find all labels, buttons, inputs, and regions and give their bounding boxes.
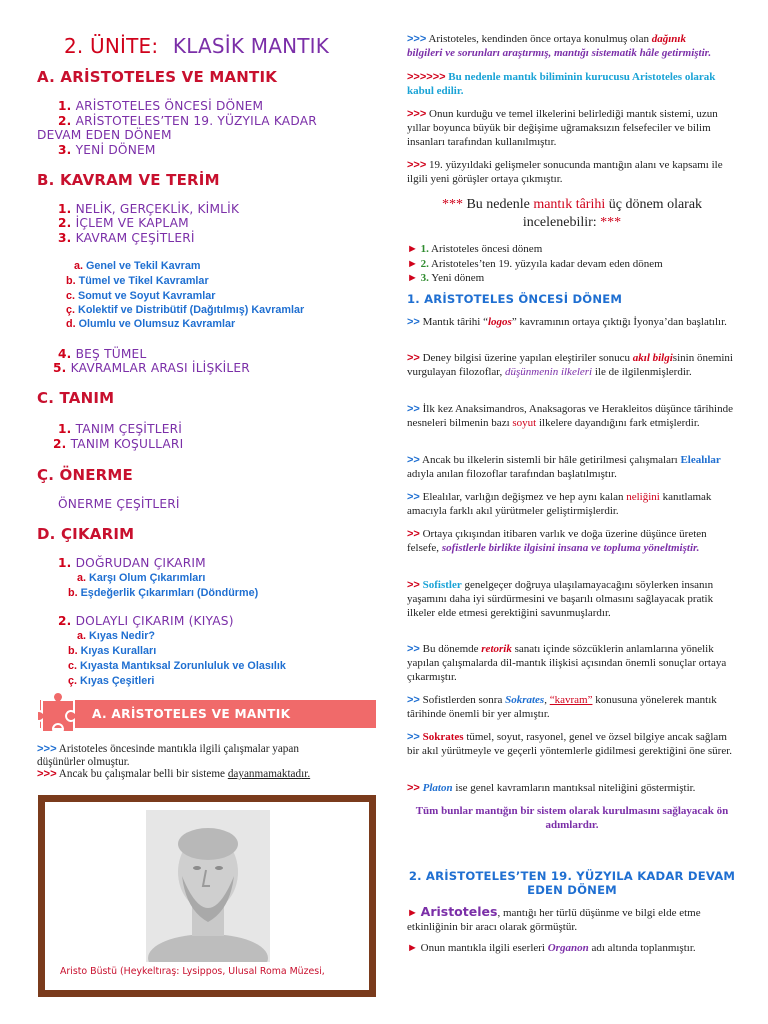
paragraph: >>> Onun kurduğu ve temel ilkelerini belirlediği mantık sistemi, uzun yıllar boyunca büyük bir değişime uğramaksızın felsefeciler ve bilim insanları tarafından kullanılmıştır. <box>407 108 718 148</box>
toc-subitem[interactable]: ç. Kıyas Çeşitleri <box>68 675 155 687</box>
toc-subitem[interactable]: a. Karşı Olum Çıkarımları <box>77 572 206 584</box>
toc-subitem[interactable]: d. Olumlu ve Olumsuz Kavramlar <box>66 318 236 330</box>
toc-subitem[interactable]: c. Somut ve Soyut Kavramlar <box>66 290 216 302</box>
aristotle-bust-image <box>146 810 270 962</box>
toc-subitem[interactable]: b. Tümel ve Tikel Kavramlar <box>66 275 209 287</box>
toc-subitem[interactable]: b. Kıyas Kuralları <box>68 645 157 657</box>
toc-item[interactable]: 1. DOĞRUDAN ÇIKARIM <box>58 556 206 570</box>
toc-item[interactable]: 1. ARİSTOTELES ÖNCESİ DÖNEM <box>58 99 264 113</box>
list-item: ► 1. Aristoteles öncesi dönem <box>407 243 543 255</box>
intro-paragraph: >>> Ancak bu çalışmalar belli bir sisteme dayanmamaktadır. <box>37 768 311 780</box>
section-cc-title: Ç. ÖNERME <box>37 466 134 484</box>
banner-title: A. ARİSTOTELES VE MANTIK <box>92 707 291 721</box>
section-a-title: A. ARİSTOTELES VE MANTIK <box>37 68 278 86</box>
heading-period-1: 1. ARİSTOTELES ÖNCESİ DÖNEM <box>407 292 623 306</box>
image-caption: Aristo Büstü (Heykeltıraş: Lysippos, Ulusal Roma Müzesi, <box>60 966 325 977</box>
intro-paragraph: >>> Aristoteles öncesinde mantıkla ilgili çalışmalar yapan düşünürler olmuştur. <box>37 743 299 768</box>
toc-subitem[interactable]: b. Eşdeğerlik Çıkarımları (Döndürme) <box>68 587 259 599</box>
toc-item[interactable]: 2. İÇLEM VE KAPLAM <box>58 216 189 230</box>
summary-note: Tüm bunlar mantığın bir sistem olarak kurulmasını sağlayacak ön adımlardır. <box>415 805 729 831</box>
paragraph: >>> Aristoteles, kendinden önce ortaya konulmuş olan dağınık bilgileri ve sorunları araştırmış, mantığı sistematik hâle getirmiştir. <box>407 33 712 59</box>
toc-item[interactable]: ÖNERME ÇEŞİTLERİ <box>58 497 180 511</box>
paragraph: >> Mantık târihi “logos” kavramının ortaya çıktığı İyonya’dan başlatılır. <box>407 316 727 328</box>
paragraph: >> İlk kez Anaksimandros, Anaksagoras ve Herakleitos düşünce târihinde nesneleri bilmenin bazı soyut ilkelere dayandığını fark etmişlerdir. <box>407 403 733 429</box>
paragraph: >> Sofistlerden sonra Sokrates, “kavram” konusuna yönelerek mantık târihinde önemli bir yer almıştır. <box>407 694 717 720</box>
toc-item[interactable]: 1. TANIM ÇEŞİTLERİ <box>58 422 183 436</box>
paragraph: ► Aristoteles, mantığı her türlü düşünme ve bilgi elde etme etkinliğinin bir aracı olarak görmüştür. <box>407 904 701 933</box>
paragraph: >> Ortaya çıkışından itibaren varlık ve doğa üzerine düşünce üreten felsefe, sofistlerle birlikte ilgisini insana ve topluma yöneltmiştir. <box>407 528 707 554</box>
paragraph: >> Platon ise genel kavramların mantıksal niteliğini göstermiştir. <box>407 782 696 794</box>
paragraph: >>> 19. yüzyıldaki gelişmeler sonucunda mantığın alanı ve kapsamı ile ilgili yeni görüşler ortaya çıkmıştır. <box>407 159 723 185</box>
toc-item[interactable]: 2. ARİSTOTELES’TEN 19. YÜZYILA KADAR <box>58 114 317 128</box>
periods-intro: *** Bu nedenle mantık târihi üç dönem olarak incelenebilir: *** <box>441 197 703 230</box>
section-d-title: D. ÇIKARIM <box>37 525 135 543</box>
section-b-title: B. KAVRAM VE TERİM <box>37 171 220 189</box>
toc-item[interactable]: 1. NELİK, GERÇEKLİK, KİMLİK <box>58 202 240 216</box>
section-c-title: C. TANIM <box>37 389 115 407</box>
paragraph: >> Deney bilgisi üzerine yapılan eleştiriler sonucu akıl bilgisinin önemini vurgulayan filozoflar, düşünmenin ilkeleri ile de ilgilenmişlerdir. <box>407 352 733 378</box>
toc-subitem[interactable]: c. Kıyasta Mantıksal Zorunluluk ve Olasılık <box>68 660 286 672</box>
toc-subitem[interactable]: a. Genel ve Tekil Kavram <box>74 260 201 272</box>
unit-name: KLASİK MANTIK <box>172 34 330 58</box>
unit-title <box>64 34 329 58</box>
puzzle-icon <box>38 692 82 736</box>
toc-item[interactable]: 3. KAVRAM ÇEŞİTLERİ <box>58 231 195 245</box>
unit-number: 2. ÜNİTE: <box>64 34 159 58</box>
paragraph: >> Ancak bu ilkelerin sistemli bir hâle getirilmesi çalışmaları Elealılar adıyla anılan filozoflar tarafından başlatılmıştır. <box>407 454 721 480</box>
periods-list <box>407 242 737 286</box>
toc-item[interactable]: 2. TANIM KOŞULLARI <box>53 437 184 451</box>
list-item: ► 3. Yeni dönem <box>407 272 485 284</box>
toc-subitem[interactable]: a. Kıyas Nedir? <box>77 630 156 642</box>
toc-item[interactable]: 3. YENİ DÖNEM <box>58 143 156 157</box>
toc-item[interactable]: 4. BEŞ TÜMEL <box>58 347 147 361</box>
paragraph: >> Elealılar, varlığın değişmez ve hep aynı kalan neliğini kanıtlamak amacıyla farklı akıl yürütmeler geliştirmişlerdir. <box>407 491 712 517</box>
paragraph: ► Onun mantıkla ilgili eserleri Organon adı altında toplanmıştır. <box>407 942 696 954</box>
toc-item[interactable]: 5. KAVRAMLAR ARASI İLİŞKİLER <box>53 361 250 375</box>
paragraph-highlight: >>>>>> Bu nedenle mantık biliminin kurucusu Aristoteles olarak kabul edilir. <box>407 71 716 97</box>
paragraph: >> Sofistler genelgeçer doğruya ulaşılamayacağını söylerken insanın yaşamını daha iyi sürdürmesini ve başarılı olmasını sağlayacak pratik ilkeler elde etmesi gerektiğini savunmuşlardır. <box>407 579 714 619</box>
toc-item[interactable]: 2. DOLAYLI ÇIKARIM (KIYAS) <box>58 614 234 628</box>
paragraph: >> Bu dönemde retorik sanatı içinde sözcüklerin anlamlarına yönelik yapılan çalışmalarda dil-mantık ilişkisi açısından önemli sonuçlar ortaya çıkarmıştır. <box>407 643 727 683</box>
toc-subitem[interactable]: ç. Kolektif ve Distribütif (Dağıtılmış) Kavramlar <box>66 304 305 316</box>
heading-period-2: 2. ARİSTOTELES’TEN 19. YÜZYILA KADAR DEVAM EDEN DÖNEM <box>408 869 736 897</box>
list-item: ► 2. Aristoteles’ten 19. yüzyıla kadar devam eden dönem <box>407 257 663 270</box>
paragraph: >> Sokrates tümel, soyut, rasyonel, genel ve özsel bilgiye ancak sağlam bir akıl yürütmeyle ve geçerli yöntemlerle gidilmesi gerektiğini öne sürer. <box>407 731 733 757</box>
toc-item-cont[interactable]: DEVAM EDEN DÖNEM <box>37 128 172 142</box>
